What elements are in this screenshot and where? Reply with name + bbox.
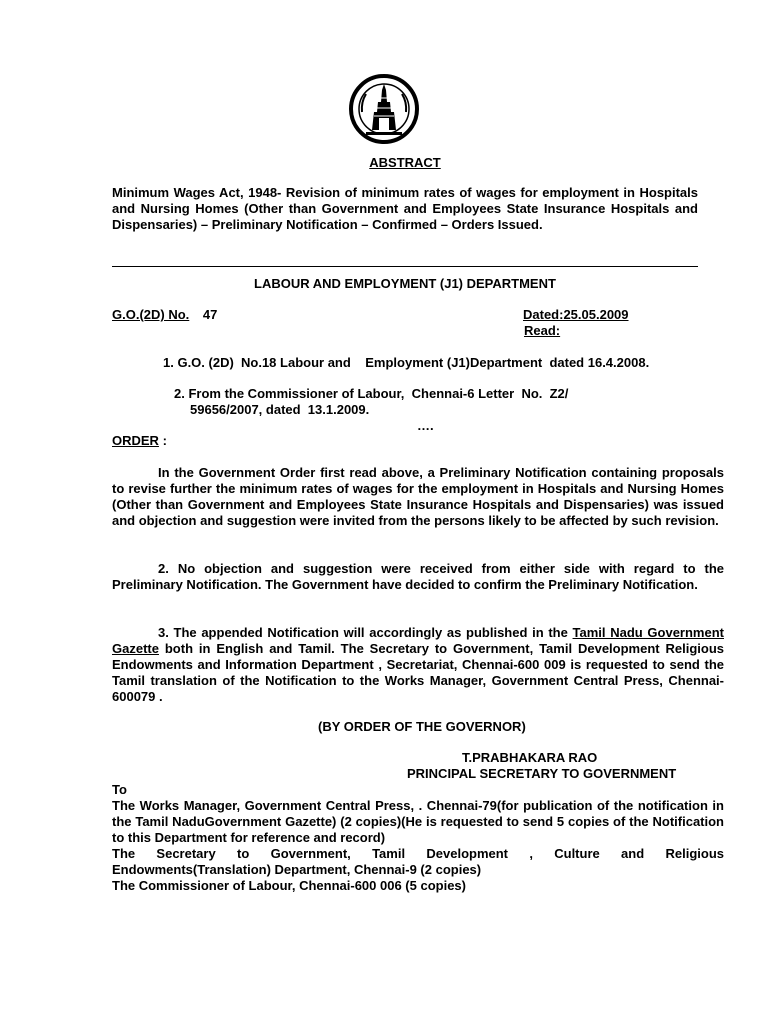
- by-order-of-governor: (BY ORDER OF THE GOVERNOR): [318, 719, 526, 734]
- order-paragraph-1: In the Government Order first read above, a Preliminary Notification containing proposals to revise further the minimum rates of wages for the employment in Hospitals and Nursing Homes (Other than Government and Employees State Insurance Hospitals and Dispensaries) was issued and objection and suggestion were invited from the persons likely to be affected by such revision.: [112, 465, 724, 528]
- header-divider: [112, 266, 698, 267]
- reference-item: 2. From the Commissioner of Labour, Chennai-6 Letter No. Z2/: [174, 386, 569, 401]
- tamil-nadu-seal-icon: [348, 72, 420, 144]
- reference-item: 59656/2007, dated 13.1.2009.: [190, 402, 370, 417]
- subject-abstract: Minimum Wages Act, 1948- Revision of minimum rates of wages for employment in Hospitals and Nursing Homes (Other than Government and Employees State Insurance Hospitals and Dispensaries) – Preliminary Notification – Confirmed – Orders Issued.: [112, 185, 698, 232]
- to-label: To: [112, 782, 127, 797]
- go-number: 47: [202, 307, 218, 322]
- paragraph-3-text: 3. The appended Notification will accordingly as published in the: [158, 625, 573, 640]
- recipient-item: The Works Manager, Government Central Press, . Chennai-79(for publication of the notification in the Tamil NaduGovernment Gazette) (2 copies)(He is requested to send 5 copies of the Notification to this Department for reference and record): [112, 798, 724, 845]
- read-label: Read:: [524, 323, 561, 338]
- recipient-item: The Commissioner of Labour, Chennai-600 006 (5 copies): [112, 878, 466, 893]
- signatory-name: T.PRABHAKARA RAO: [462, 750, 598, 765]
- order-paragraph-3: [112, 625, 724, 705]
- go-date: Dated:25.05.2009: [523, 307, 629, 322]
- reference-item: 1. G.O. (2D) No.18 Labour and Employment (J1)Department dated 16.4.2008.: [163, 355, 650, 370]
- document-title: ABSTRACT: [369, 155, 441, 170]
- separator-dots: ….: [417, 418, 434, 433]
- order-label: ORDER: [112, 433, 159, 448]
- go-label: G.O.(2D) No.: [112, 307, 190, 322]
- order-heading: [112, 433, 167, 449]
- recipient-item: The Secretary to Government, Tamil Development , Culture and Religious Endowments(Translation) Department, Chennai-9 (2 copies): [112, 846, 724, 877]
- order-colon: :: [158, 433, 167, 448]
- gazette-reference: Tamil Nadu Government Gazette: [112, 625, 724, 656]
- go-number-line: [112, 307, 217, 323]
- paragraph-3-text-continued: both in English and Tamil. The Secretary to Government, Tamil Development Religious Endowments and Information Department , Secretariat, Chennai-600 009 is requested to send the Tamil translation of the Notification to the Works Manager, Government Central Press, Chennai-600079 .: [112, 641, 724, 704]
- department-name: LABOUR AND EMPLOYMENT (J1) DEPARTMENT: [254, 276, 556, 291]
- order-paragraph-2: 2. No objection and suggestion were received from either side with regard to the Preliminary Notification. The Government have decided to confirm the Preliminary Notification.: [112, 561, 724, 592]
- signatory-designation: PRINCIPAL SECRETARY TO GOVERNMENT: [407, 766, 677, 781]
